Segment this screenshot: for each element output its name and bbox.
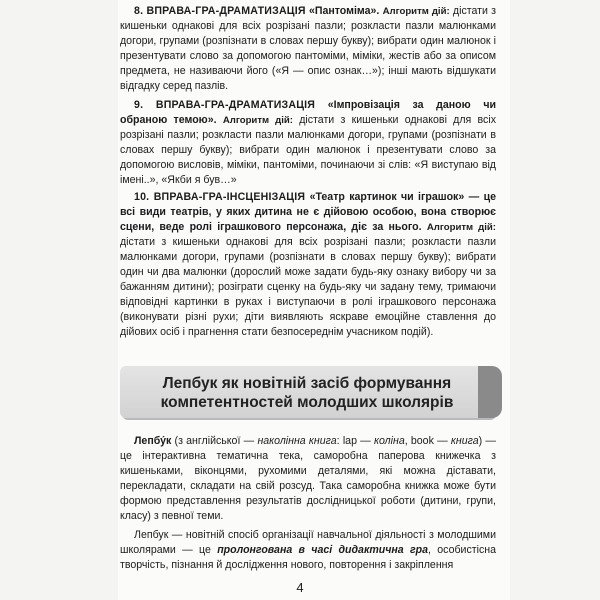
exercise-8 (120, 4, 496, 94)
exercise-8-title: ВПРАВА-ГРА-ДРАМАТИЗАЦІЯ (146, 5, 306, 17)
exercise-9-name: «Імпровізація за даною чи обраною темою». (120, 99, 496, 126)
method-text-2: , особистісна творчість, пізнання й дослідження нового, повторення і закріплення (120, 544, 496, 571)
exercise-8-name: «Пантоміма». (308, 5, 380, 17)
def-text-1: (з англійської — (171, 435, 258, 447)
def-italic-3: книга (450, 435, 479, 447)
exercise-9-algorithm-label: Алгоритм дій: (222, 115, 293, 126)
lapbook-definition (120, 434, 496, 524)
page-number: 4 (296, 580, 304, 595)
exercise-10-title: ВПРАВА-ГРА-ІНСЦЕНІЗАЦІЯ (153, 191, 306, 203)
exercise-9-paragraph (120, 98, 496, 188)
exercise-9-text: дістати з кишеньки однакові для всіх розрізані пазли; розкласти пазли малюнками догори, групами (розпізнати в словах першу букву); вибрати один малюнок і презентувати слово за допомогою висловів, міміки, пантоміми, починаючи зі слів: «Я виступаю від імені..», «Якби я був…» (120, 114, 496, 186)
exercise-9 (120, 98, 496, 188)
lapbook-method-paragraph (120, 528, 496, 573)
lapbook-method (120, 528, 496, 573)
exercise-8-algorithm-label: Алгоритм дій: (382, 6, 450, 17)
exercise-10-algorithm-label: Алгоритм дій: (426, 222, 496, 233)
exercise-9-title: ВПРАВА-ГРА-ДРАМАТИЗАЦІЯ (155, 99, 316, 111)
exercise-9-number: 9. (134, 99, 144, 111)
exercise-10-number: 10. (134, 191, 150, 203)
exercise-8-paragraph (120, 4, 496, 94)
def-text-4: ) — це інтерактивна тематична тека, саморобна паперова книжечка з кишеньками, віконцями, рухомими деталями, які можна діставати, перекладати, складати на свій розсуд. Така саморобна книжка може бути формою представлення результатів дослідницької роботи (дитини, групи, класу) з певної теми. (120, 435, 497, 522)
def-text-2: : lap — (336, 435, 375, 447)
exercise-10-paragraph (120, 190, 496, 340)
section-title (120, 374, 494, 412)
exercise-10-definition: — це всі види театрів, у яких дитина не є дійовою особою, вона створює сцени, веде ролі іграшкового персонажа, діє за нього. (120, 191, 496, 233)
lapbook-term: Лепбу́к (134, 435, 172, 447)
def-text-3: , book — (404, 435, 451, 447)
method-text-1: Лепбук — новітній спосіб організації навчальної діяльності з молодшими школярами — це (120, 529, 496, 556)
def-italic-1: наколінна книга (257, 435, 337, 447)
exercise-10-text: дістати з кишеньки однакові для всіх розрізані пазли; розкласти пазли малюнками догори, групами (розпізнати в словах першу букву); вибрати один чи два малюнки (дорослий може задати будь-яку ознаку вибору чи за бажанням дитини); розіграти сценку на будь-яку чи задану тему, тримаючи відповідні картинки в руках і виступаючи в ролі іграшкового персонажа (виконувати різні рухи; діти виявляють яскраве емоційне ставлення до дійових осіб і прагнення стати безпосереднім учасником подій). (120, 236, 496, 338)
exercise-10-name: «Театр картинок чи іграшок» (309, 191, 465, 203)
method-emphasis: пролонгована в часі дидактична гра (217, 544, 429, 556)
exercise-10 (120, 190, 496, 340)
exercise-8-text: дістати з кишеньки однакові для всіх розрізані пазли; розкласти пазли малюнками догори, групами (розпізнати в словах першу букву); вибрати один малюнок і презентувати слово за допомогою пантоміми, міміки, жестів або за описом предмета, не називаючи його («Я — опис ознак…»); інші мають відшукати відгадку серед пазлів. (120, 5, 496, 92)
def-italic-2: коліна (374, 435, 405, 447)
exercise-8-number: 8. (134, 5, 144, 17)
lapbook-definition-paragraph (120, 434, 496, 524)
section-title-line-1: Лепбук як новітній засіб формування (162, 375, 452, 392)
section-title-line-2: компетентностей молодших школярів (160, 394, 454, 411)
